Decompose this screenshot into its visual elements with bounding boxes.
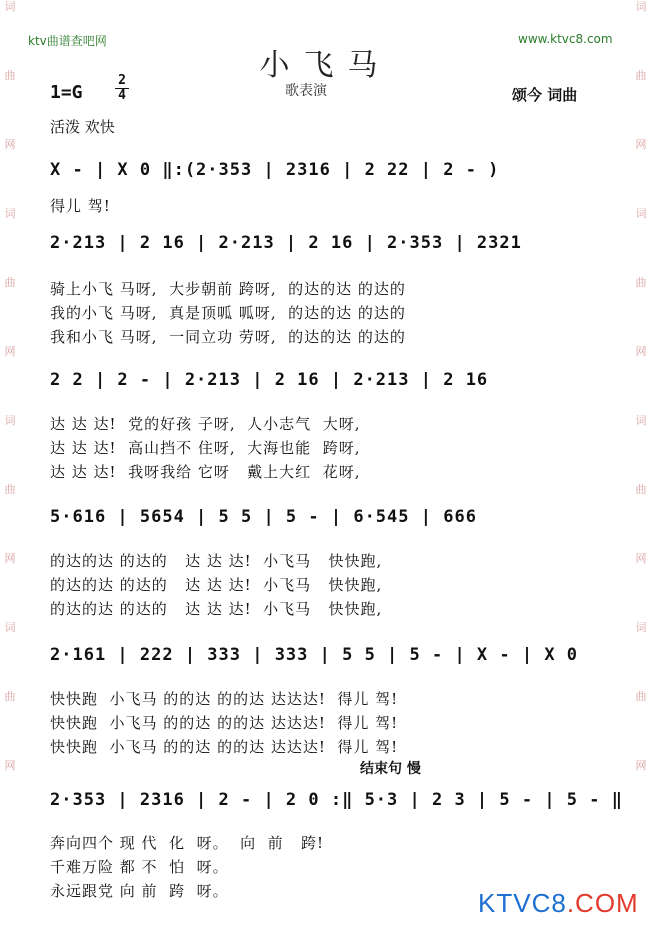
notes-system-2: 2·213 | 2 16 | 2·213 | 2 16 | 2·353 | 2321 — [50, 233, 522, 253]
notes-system-1: X - | X 0 ‖:(2·353 | 2316 | 2 22 | 2 - ) — [50, 160, 500, 180]
lyrics-system-6-verse-3: 永远跟党 向 前 跨 呀。 — [50, 882, 229, 900]
lyrics-system-2-verse-3: 我和小飞 马呀, 一同立功 劳呀, 的达的达 的达的 — [50, 328, 406, 346]
author-credit: 颂今 词曲 — [512, 86, 578, 104]
notes-system-4: 5·616 | 5654 | 5 5 | 5 - | 6·545 | 666 — [50, 507, 477, 527]
notes-system-6: 2·353 | 2316 | 2 - | 2 0 :‖ 5·3 | 2 3 | 5 - | 5 - ‖ — [50, 790, 623, 810]
logo-suffix: .COM — [566, 888, 639, 918]
ending-phrase-mark: 结束句 慢 — [360, 761, 421, 777]
lyrics-system-5-verse-2: 快快跑 小飞马 的的达 的的达 达达达! 得儿 驾! — [50, 714, 399, 732]
lyrics-system-1-verse-1: 得儿 驾! — [50, 197, 111, 215]
lyrics-system-2-verse-2: 我的小飞 马呀, 真是顶呱 呱呀, 的达的达 的达的 — [50, 304, 406, 322]
lyrics-system-3-verse-2: 达 达 达! 高山挡不 住呀, 大海也能 跨呀, — [50, 439, 361, 457]
performance-type: 歌表演 — [285, 83, 327, 99]
lyrics-system-5-verse-3: 快快跑 小飞马 的的达 的的达 达达达! 得儿 驾! — [50, 738, 399, 756]
site-logo[interactable] — [478, 888, 639, 919]
site-name-left[interactable]: ktv曲谱查吧网 — [28, 34, 107, 48]
lyrics-system-5-verse-1: 快快跑 小飞马 的的达 的的达 达达达! 得儿 驾! — [50, 690, 399, 708]
lyrics-system-4-verse-3: 的达的达 的达的 达 达 达! 小飞马 快快跑, — [50, 600, 383, 618]
meter-top: 2 — [118, 73, 126, 88]
song-title: 小飞马 — [259, 48, 392, 83]
time-signature — [115, 74, 129, 103]
lyrics-system-6-verse-2: 千难万险 都 不 怕 呀。 — [50, 858, 229, 876]
lyrics-system-4-verse-1: 的达的达 的达的 达 达 达! 小飞马 快快跑, — [50, 552, 383, 570]
notes-system-3: 2 2 | 2 - | 2·213 | 2 16 | 2·213 | 2 16 — [50, 370, 489, 390]
meter-bottom: 4 — [115, 88, 129, 103]
key-signature: 1=G — [50, 82, 83, 103]
tempo-marking: 活泼 欢快 — [50, 118, 115, 136]
notes-system-5: 2·161 | 222 | 333 | 333 | 5 5 | 5 - | X - | X 0 — [50, 645, 579, 665]
logo-main: KTVC8 — [478, 888, 567, 918]
lyrics-system-3-verse-1: 达 达 达! 党的好孩 子呀, 人小志气 大呀, — [50, 415, 361, 433]
watermark-left: 词 曲 网 词 曲 网 词 曲 网 词 曲 网 — [4, 0, 16, 772]
site-url-right[interactable]: www.ktvc8.com — [518, 32, 613, 46]
lyrics-system-3-verse-3: 达 达 达! 我呀我给 它呀 戴上大红 花呀, — [50, 463, 361, 481]
lyrics-system-4-verse-2: 的达的达 的达的 达 达 达! 小飞马 快快跑, — [50, 576, 383, 594]
lyrics-system-6-verse-1: 奔向四个 现 代 化 呀。 向 前 跨! — [50, 834, 325, 852]
watermark-right: 词 曲 网 词 曲 网 词 曲 网 词 曲 网 — [635, 0, 647, 772]
lyrics-system-2-verse-1: 骑上小飞 马呀, 大步朝前 跨呀, 的达的达 的达的 — [50, 280, 406, 298]
